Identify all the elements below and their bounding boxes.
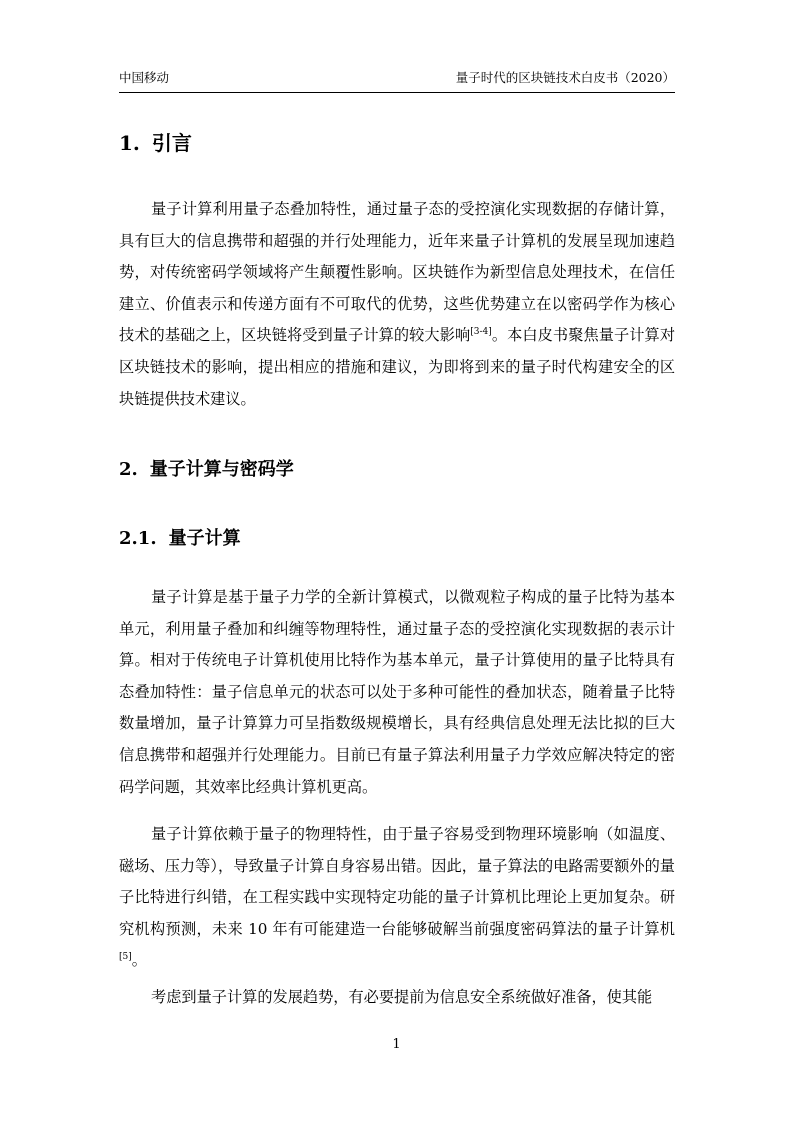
section-2-1-paragraph-3: 考虑到量子计算的发展趋势，有必要提前为信息安全系统做好准备，使其能	[151, 988, 653, 1006]
header-organization: 中国移动	[119, 70, 170, 85]
section-1-heading	[119, 129, 192, 157]
section-1-number: 1.	[119, 131, 140, 155]
section-2-number: 2.	[119, 459, 138, 480]
section-1-title: 引言	[151, 131, 192, 155]
citation-5: [5]	[119, 952, 132, 963]
page-header	[119, 70, 675, 93]
section-1-paragraph	[119, 194, 675, 415]
section-2-1-number: 2.1.	[119, 528, 157, 549]
section-1-paragraph-text: 量子计算利用量子态叠加特性，通过量子态的受控演化实现数据的存储计算，具有巨大的信息携带和超强的并行处理能力，近年来量子计算机的发展呈现加速趋势，对传统密码学领域将产生颠覆性影响。区块链作为新型信息处理技术，在信任建立、价值表示和传递方面有不可取代的优势，这些优势建立在以密码学作为核心技术的基础之上，区块链将受到量子计算的较大影响	[119, 200, 675, 345]
section-2-heading	[119, 457, 294, 483]
citation-3-4: [3-4]	[470, 327, 492, 338]
section-2-1-paragraph-2	[119, 819, 675, 977]
section-2-title: 量子计算与密码学	[149, 459, 294, 480]
section-2-1-paragraph-1: 量子计算是基于量子力学的全新计算模式，以微观粒子构成的量子比特为基本单元，利用量子叠加和纠缠等物理特性，通过量子态的受控演化实现数据的表示计算。相对于传统电子计算机使用比特作为基本单元，量子计算使用的量子比特具有态叠加特性：量子信息单元的状态可以处于多种可能性的叠加状态，随着量子比特数量增加，量子计算算力可呈指数级规模增长，具有经典信息处理无法比拟的巨大信息携带和超强并行处理能力。目前已有量子算法利用量子力学效应解决特定的密码学问题，其效率比经典计算机更高。	[119, 588, 675, 796]
page-number: 1	[392, 1037, 401, 1052]
section-2-1-title: 量子计算	[168, 528, 241, 549]
header-document-title: 量子时代的区块链技术白皮书（2020）	[455, 70, 675, 85]
section-2-1-heading	[119, 526, 241, 552]
section-2-1-paragraph-2-text: 量子计算依赖于量子的物理特性，由于量子容易受到物理环境影响（如温度、磁场、压力等），导致量子计算自身容易出错。因此，量子算法的电路需要额外的量子比特进行纠错，在工程实践中实现特定功能的量子计算机比理论上更加复杂。研究机构预测，未来 10 年有可能建造一台能够破解当前强度密码算法的量子计算机	[119, 825, 675, 938]
section-2-1-paragraph-2-text-end: 。	[131, 951, 147, 970]
section-1-paragraph-text-end: 。本白皮书聚焦量子计算对区块链技术的影响，提出相应的措施和建议，为即将到来的量子时代构建安全的区块链提供技术建议。	[119, 326, 676, 408]
